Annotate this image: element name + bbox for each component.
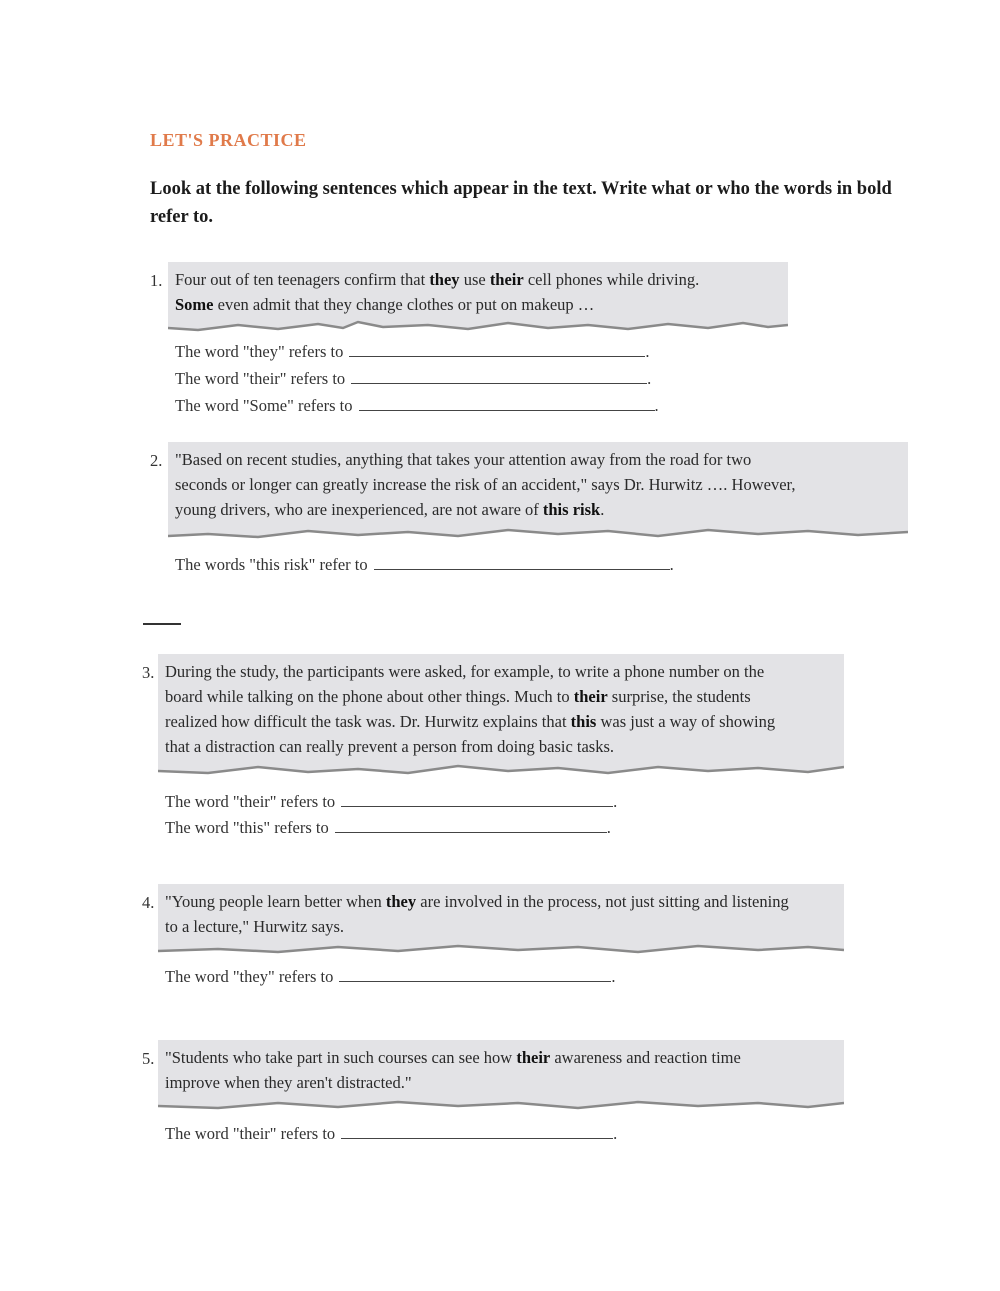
divider [143, 623, 181, 625]
quote-line: that a distraction can really prevent a person from doing basic tasks. [165, 737, 615, 756]
quote-box [158, 654, 844, 777]
answer-line[interactable]: The word "their" refers to . [165, 792, 618, 811]
quote-box [158, 1040, 844, 1112]
item-number: 1. [150, 271, 163, 290]
answer-line[interactable]: The words "this risk" refer to . [175, 555, 674, 574]
quote-text [165, 659, 775, 759]
instructions: Look at the following sentences which appear in the text. Write what or who the words in bold refer to. [150, 179, 892, 227]
quote-line: improve when they aren't distracted." [165, 1073, 412, 1092]
quote-line: seconds or longer can greatly increase the risk of an accident," says Dr. Hurwitz …. However, [175, 475, 796, 494]
quote-line: "Young people learn better when they are involved in the process, not just sitting and listening [165, 892, 789, 911]
bold-reference-word: their [573, 687, 608, 706]
bold-reference-word: Some [175, 295, 214, 314]
torn-edge [158, 759, 844, 781]
quote-text [165, 889, 789, 939]
bold-reference-word: this [570, 712, 597, 731]
bold-reference-word: their [489, 270, 524, 289]
quote-line: During the study, the participants were asked, for example, to write a phone number on the [165, 662, 765, 681]
quote-line: Four out of ten teenagers confirm that they use their cell phones while driving. [175, 270, 700, 289]
quote-line: to a lecture," Hurwitz says. [165, 917, 345, 936]
quote-text [165, 1045, 741, 1095]
quote-line: realized how difficult the task was. Dr. Hurwitz explains that this was just a way of showing [165, 712, 776, 731]
item-number: 5. [142, 1049, 155, 1068]
quote-line: "Based on recent studies, anything that takes your attention away from the road for two [175, 450, 752, 469]
quote-box [168, 262, 788, 334]
answer-line[interactable]: The word "their" refers to . [165, 1124, 618, 1143]
bold-reference-word: this risk [542, 500, 601, 519]
quote-box [168, 442, 908, 540]
answer-line[interactable]: The word "they" refers to . [175, 342, 650, 361]
answer-line[interactable]: The word "Some" refers to . [175, 396, 659, 415]
item-number: 3. [142, 663, 155, 682]
answer-line[interactable]: The word "this" refers to . [165, 818, 611, 837]
torn-edge [158, 938, 844, 960]
answer-line[interactable]: The word "their" refers to . [175, 369, 652, 388]
bold-reference-word: they [429, 270, 460, 289]
torn-edge [158, 1094, 844, 1116]
answer-line[interactable]: The word "they" refers to . [165, 967, 616, 986]
quote-line: Some even admit that they change clothes or put on makeup … [175, 295, 595, 314]
item-number: 2. [150, 451, 163, 470]
quote-line: "Students who take part in such courses can see how their awareness and reaction time [165, 1048, 741, 1067]
item-number: 4. [142, 893, 155, 912]
section-heading: LET'S PRACTICE [150, 130, 307, 150]
quote-text [175, 267, 699, 317]
quote-text [175, 447, 795, 522]
quote-box [158, 884, 844, 956]
torn-edge [168, 522, 908, 544]
bold-reference-word: their [516, 1048, 551, 1067]
torn-edge [168, 316, 788, 338]
quote-line: young drivers, who are inexperienced, are not aware of this risk. [175, 500, 605, 519]
quote-line: board while talking on the phone about other things. Much to their surprise, the students [165, 687, 751, 706]
bold-reference-word: they [385, 892, 417, 911]
